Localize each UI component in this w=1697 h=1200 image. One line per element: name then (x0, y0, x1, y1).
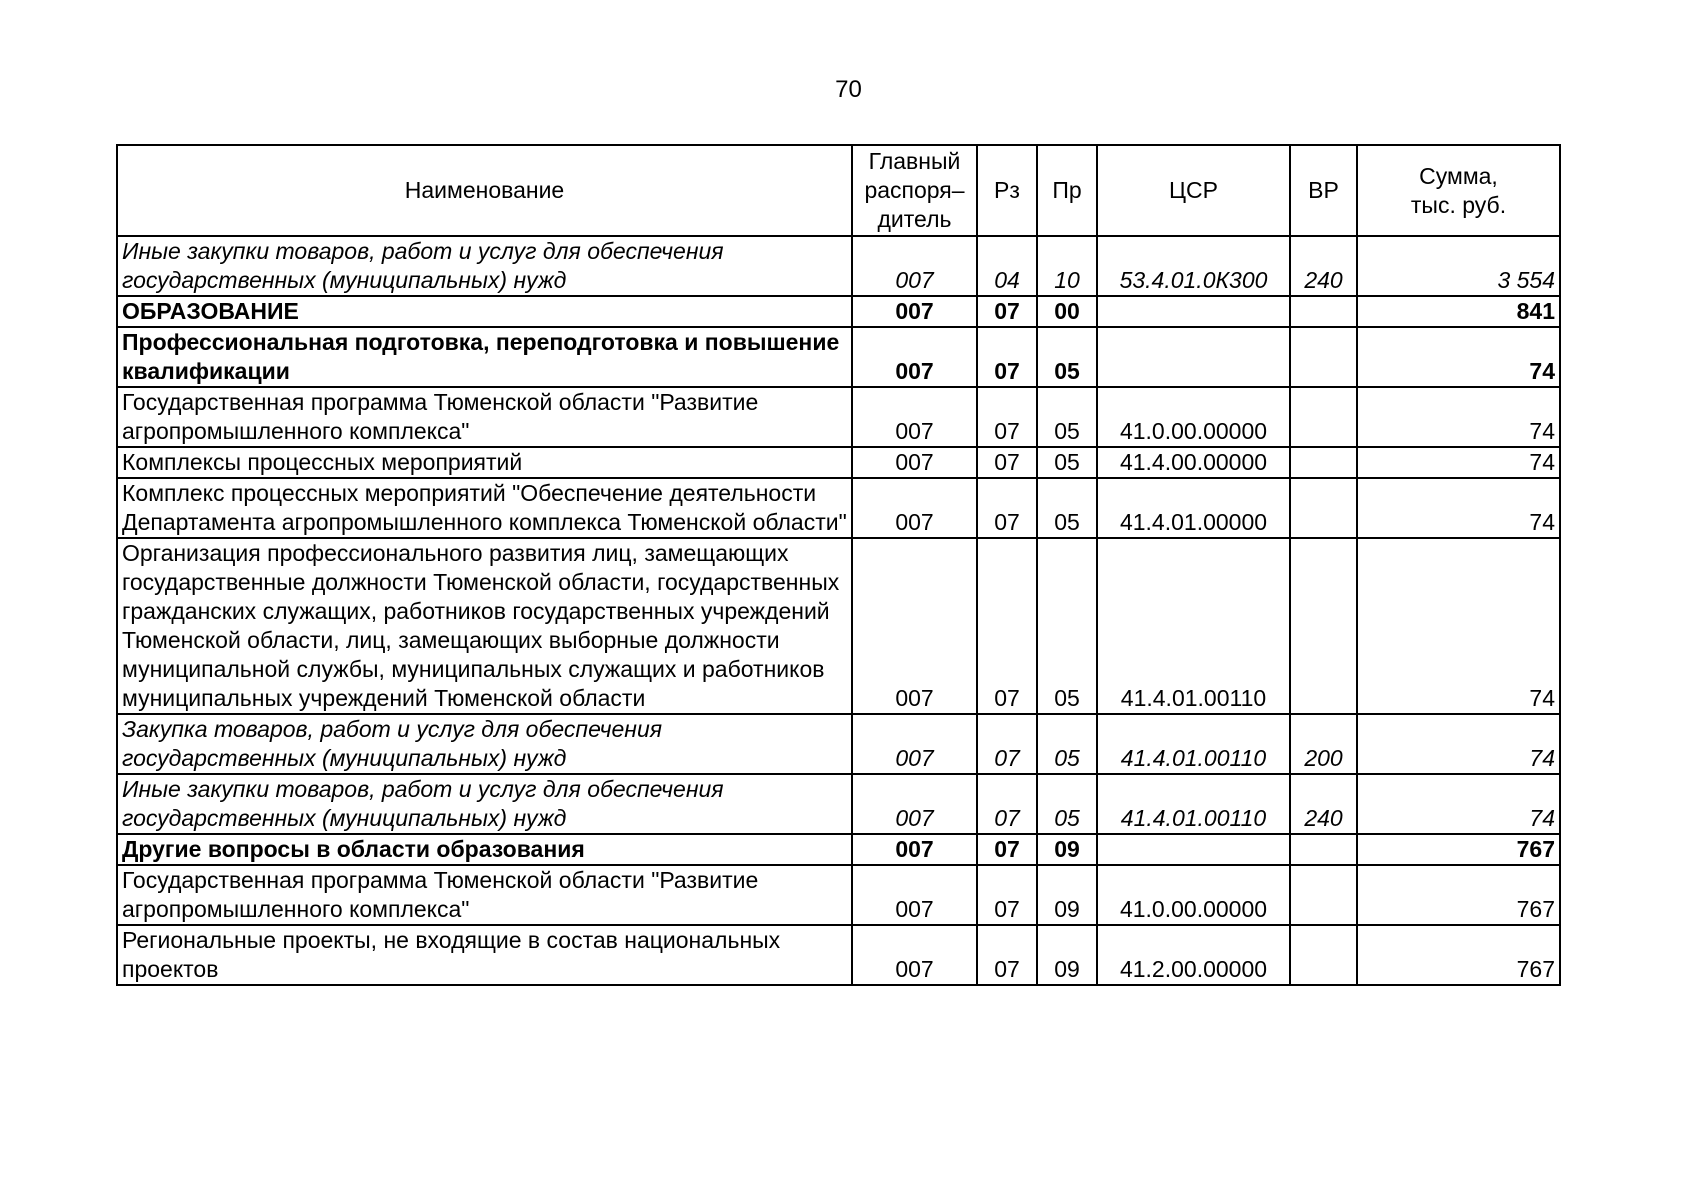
cell-rz: 04 (977, 236, 1037, 296)
header-main-manager: Главный распоря– дитель (852, 145, 977, 236)
cell-rz: 07 (977, 834, 1037, 865)
cell-name: Иные закупки товаров, работ и услуг для обеспечения государственных (муниципальных) нужд (117, 774, 852, 834)
cell-sum: 74 (1357, 774, 1560, 834)
table-header-row (117, 145, 1560, 236)
budget-table (116, 144, 1561, 986)
cell-main-manager: 007 (852, 865, 977, 925)
cell-rz: 07 (977, 387, 1037, 447)
table-row (117, 538, 1560, 714)
cell-name: Профессиональная подготовка, переподготовка и повышение квалификации (117, 327, 852, 387)
cell-rz: 07 (977, 865, 1037, 925)
cell-vr (1290, 925, 1357, 985)
page-number: 70 (835, 76, 862, 103)
cell-rz: 07 (977, 538, 1037, 714)
cell-vr: 240 (1290, 236, 1357, 296)
cell-main-manager: 007 (852, 327, 977, 387)
header-vr: ВР (1290, 145, 1357, 236)
cell-vr (1290, 387, 1357, 447)
header-sum: Сумма, тыс. руб. (1357, 145, 1560, 236)
header-csr: ЦСР (1097, 145, 1290, 236)
header-name: Наименование (117, 145, 852, 236)
cell-vr (1290, 834, 1357, 865)
cell-name: Иные закупки товаров, работ и услуг для обеспечения государственных (муниципальных) нужд (117, 236, 852, 296)
table-row (117, 714, 1560, 774)
cell-sum: 767 (1357, 925, 1560, 985)
table-row (117, 865, 1560, 925)
cell-main-manager: 007 (852, 834, 977, 865)
cell-vr: 240 (1290, 774, 1357, 834)
cell-main-manager: 007 (852, 387, 977, 447)
cell-pr: 09 (1037, 925, 1097, 985)
cell-name: Комплексы процессных мероприятий (117, 447, 852, 478)
cell-csr: 41.4.01.00000 (1097, 478, 1290, 538)
table-row (117, 834, 1560, 865)
cell-pr: 09 (1037, 865, 1097, 925)
cell-pr: 05 (1037, 774, 1097, 834)
cell-name: Государственная программа Тюменской области "Развитие агропромышленного комплекса" (117, 865, 852, 925)
cell-csr: 41.2.00.00000 (1097, 925, 1290, 985)
cell-rz: 07 (977, 327, 1037, 387)
cell-pr: 05 (1037, 327, 1097, 387)
cell-sum: 3 554 (1357, 236, 1560, 296)
cell-csr (1097, 327, 1290, 387)
table-row (117, 478, 1560, 538)
cell-rz: 07 (977, 447, 1037, 478)
cell-sum: 74 (1357, 387, 1560, 447)
table-row (117, 296, 1560, 327)
cell-name: Комплекс процессных мероприятий "Обеспечение деятельности Департамента агропромышленного комплекса Тюменской области" (117, 478, 852, 538)
cell-csr: 41.4.00.00000 (1097, 447, 1290, 478)
cell-name: Закупка товаров, работ и услуг для обеспечения государственных (муниципальных) нужд (117, 714, 852, 774)
cell-main-manager: 007 (852, 447, 977, 478)
cell-sum: 74 (1357, 714, 1560, 774)
cell-csr: 41.0.00.00000 (1097, 865, 1290, 925)
cell-name: Региональные проекты, не входящие в состав национальных проектов (117, 925, 852, 985)
cell-rz: 07 (977, 296, 1037, 327)
cell-pr: 05 (1037, 447, 1097, 478)
cell-sum: 74 (1357, 447, 1560, 478)
cell-csr: 53.4.01.0К300 (1097, 236, 1290, 296)
cell-name: Другие вопросы в области образования (117, 834, 852, 865)
cell-vr (1290, 296, 1357, 327)
cell-sum: 767 (1357, 865, 1560, 925)
header-pr: Пр (1037, 145, 1097, 236)
table-body (117, 236, 1560, 985)
cell-name: Организация профессионального развития лиц, замещающих государственные должности Тюменской области, государственных гражданских служащих, работников государственных учреждений Тюменской области, лиц, замещающих выборные должности муниципальной службы, муниципальных служащих и работников муниципальных учреждений Тюменской области (117, 538, 852, 714)
cell-rz: 07 (977, 925, 1037, 985)
header-rz: Рз (977, 145, 1037, 236)
cell-vr (1290, 538, 1357, 714)
cell-main-manager: 007 (852, 774, 977, 834)
cell-csr: 41.0.00.00000 (1097, 387, 1290, 447)
cell-pr: 05 (1037, 478, 1097, 538)
cell-main-manager: 007 (852, 296, 977, 327)
cell-sum: 841 (1357, 296, 1560, 327)
cell-csr (1097, 834, 1290, 865)
cell-vr (1290, 327, 1357, 387)
table-row (117, 327, 1560, 387)
table-row (117, 236, 1560, 296)
cell-rz: 07 (977, 478, 1037, 538)
cell-vr (1290, 865, 1357, 925)
cell-main-manager: 007 (852, 538, 977, 714)
cell-csr: 41.4.01.00110 (1097, 538, 1290, 714)
cell-pr: 09 (1037, 834, 1097, 865)
table-row (117, 447, 1560, 478)
table-row (117, 774, 1560, 834)
cell-sum: 74 (1357, 478, 1560, 538)
cell-sum: 74 (1357, 538, 1560, 714)
cell-vr: 200 (1290, 714, 1357, 774)
cell-pr: 05 (1037, 387, 1097, 447)
cell-main-manager: 007 (852, 925, 977, 985)
cell-rz: 07 (977, 774, 1037, 834)
cell-vr (1290, 478, 1357, 538)
cell-sum: 767 (1357, 834, 1560, 865)
cell-csr: 41.4.01.00110 (1097, 714, 1290, 774)
cell-pr: 05 (1037, 714, 1097, 774)
cell-csr (1097, 296, 1290, 327)
cell-main-manager: 007 (852, 714, 977, 774)
cell-pr: 05 (1037, 538, 1097, 714)
cell-main-manager: 007 (852, 236, 977, 296)
cell-main-manager: 007 (852, 478, 977, 538)
cell-name: ОБРАЗОВАНИЕ (117, 296, 852, 327)
cell-sum: 74 (1357, 327, 1560, 387)
cell-pr: 00 (1037, 296, 1097, 327)
table-row (117, 925, 1560, 985)
cell-name: Государственная программа Тюменской области "Развитие агропромышленного комплекса" (117, 387, 852, 447)
cell-rz: 07 (977, 714, 1037, 774)
cell-pr: 10 (1037, 236, 1097, 296)
cell-vr (1290, 447, 1357, 478)
table-row (117, 387, 1560, 447)
cell-csr: 41.4.01.00110 (1097, 774, 1290, 834)
